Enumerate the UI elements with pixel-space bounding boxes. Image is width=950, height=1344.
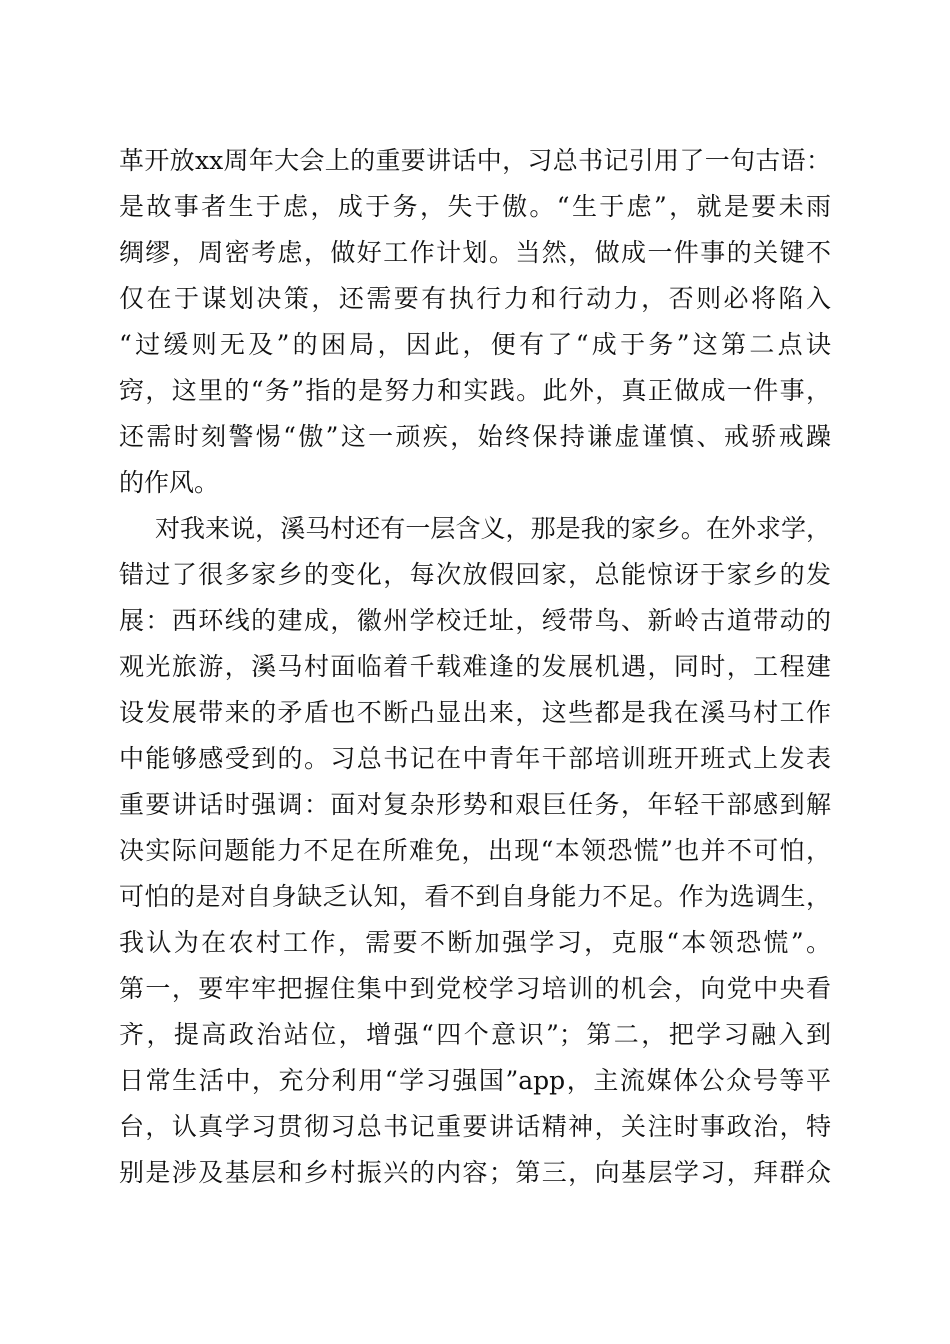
text-line: 台，认真学习贯彻习总书记重要讲话精神，关注时事政治，特 — [119, 1112, 831, 1141]
text-line: 的作风。 — [119, 468, 220, 497]
text-line: 是故事者生于虑，成于务，失于傲。“生于虑”，就是要未雨 — [119, 192, 831, 221]
text-line: 窍，这里的“务”指的是努力和实践。此外，真正做成一件事， — [119, 376, 831, 405]
text-line: 观光旅游，溪马村面临着千载难逢的发展机遇，同时，工程建 — [119, 652, 831, 681]
text-line: 展：西环线的建成，徽州学校迁址，绶带鸟、新岭古道带动的 — [119, 606, 831, 635]
text-line: 还需时刻警惕“傲”这一顽疾，始终保持谦虚谨慎、戒骄戒躁 — [119, 422, 831, 451]
text-line: 可怕的是对自身缺乏认知，看不到自身能力不足。作为选调生， — [119, 882, 831, 911]
text-line: 设发展带来的矛盾也不断凸显出来，这些都是我在溪马村工作 — [119, 698, 831, 727]
text-line: 别是涉及基层和乡村振兴的内容；第三，向基层学习，拜群众 — [119, 1158, 831, 1187]
document-body — [119, 138, 831, 1196]
paragraph-1 — [119, 138, 831, 506]
text-line: 仅在于谋划决策，还需要有执行力和行动力，否则必将陷入 — [119, 284, 831, 313]
paragraph-2 — [119, 506, 831, 1196]
text-line: 我认为在农村工作，需要不断加强学习，克服“本领恐慌”。 — [119, 928, 831, 957]
text-line: 错过了很多家乡的变化，每次放假回家，总能惊讶于家乡的发 — [119, 560, 831, 589]
text-line: 决实际问题能力不足在所难免，出现“本领恐慌”也并不可怕， — [119, 836, 831, 865]
text-line: “过缓则无及”的困局，因此，便有了“成于务”这第二点诀 — [119, 330, 831, 359]
text-line: 革开放xx周年大会上的重要讲话中，习总书记引用了一句古语： — [119, 146, 831, 175]
text-line: 绸缪，周密考虑，做好工作计划。当然，做成一件事的关键不 — [119, 238, 831, 267]
text-line: 第一，要牢牢把握住集中到党校学习培训的机会，向党中央看 — [119, 974, 831, 1003]
text-line: 对我来说，溪马村还有一层含义，那是我的家乡。在外求学， — [155, 514, 831, 543]
text-line: 日常生活中，充分利用“学习强国”app，主流媒体公众号等平 — [119, 1066, 831, 1095]
text-line: 中能够感受到的。习总书记在中青年干部培训班开班式上发表 — [119, 744, 831, 773]
text-line: 齐，提高政治站位，增强“四个意识”；第二，把学习融入到 — [119, 1020, 831, 1049]
text-line: 重要讲话时强调：面对复杂形势和艰巨任务，年轻干部感到解 — [119, 790, 831, 819]
